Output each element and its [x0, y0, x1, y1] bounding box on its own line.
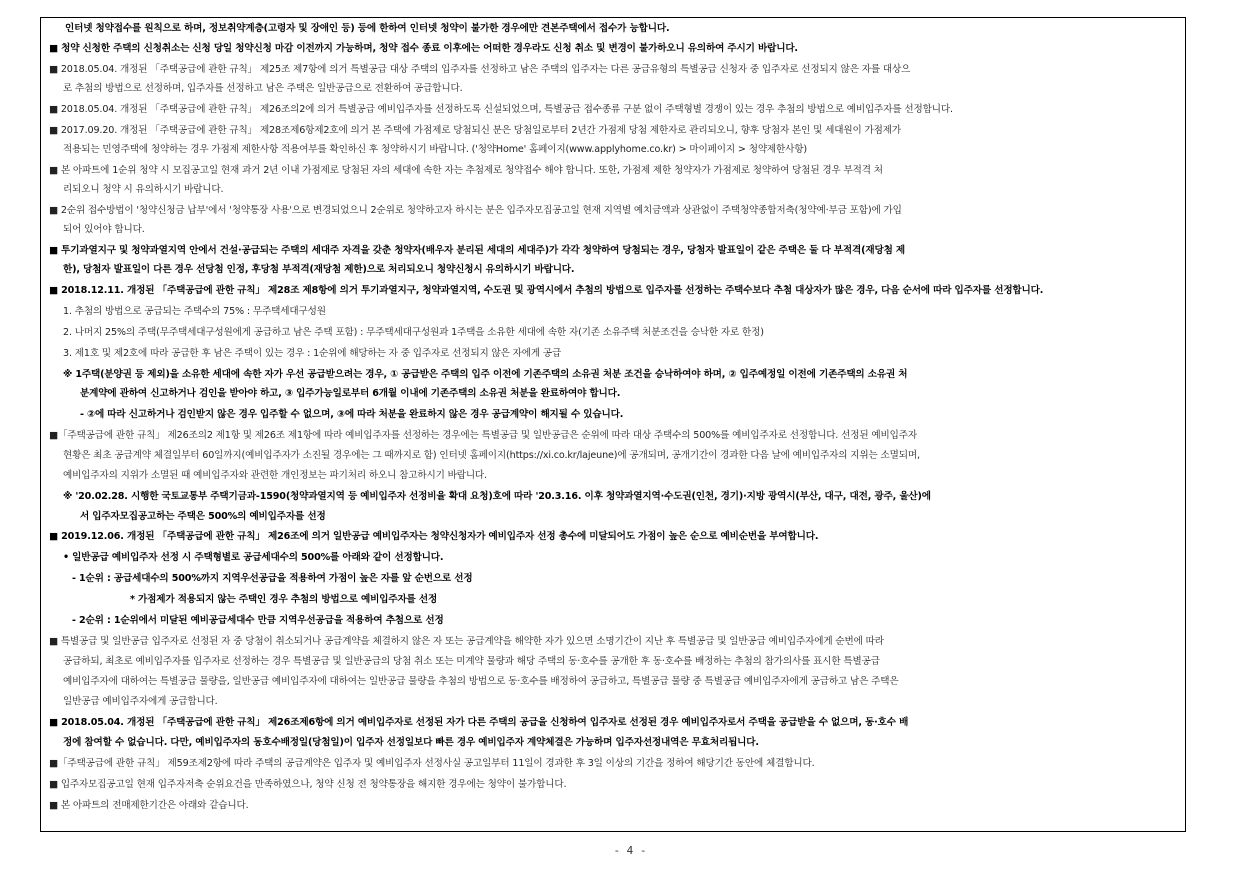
page-number: - 4 -: [613, 844, 647, 857]
notice-line: ■「주택공급에 관한 규칙」 제59조제2항에 따라 주택의 공급계약은 입주자 및 예비입주자 선정사실 공고일부터 11일이 경과한 후 3일 이상의 기간을 정하여 해당기간 동안에 체결합니다.: [49, 758, 815, 769]
notice-line: ■ 2019.12.06. 개정된 「주택공급에 관한 규칙」 제26조에 의거 일반공급 예비입주자는 청약신청자가 예비입주자 선정 총수에 미달되어도 가점이 높은 순으로 예비순번을 부여합니다.: [49, 531, 819, 542]
notice-line: 서 입주자모집공고하는 주택은 500%의 예비입주자를 선정: [80, 511, 326, 522]
notice-line: 예비입주자에 대하여는 특별공급 물량을, 일반공급 예비입주자에 대하여는 일반공급 물량을 추첨의 방법으로 동·호수를 배정하여 공급하고, 특별공급 물량 중 특별공급 예비입주자에게 공급하고 남은 주택은: [63, 676, 899, 687]
notice-line: 로 추첨의 방법으로 선정하며, 입주자를 선정하고 남은 주택은 일반공급으로 전환하여 공급합니다.: [63, 83, 463, 94]
notice-line: ■ 본 아파트에 1순위 청약 시 모집공고일 현재 과거 2년 이내 가점제로 당첨된 자의 세대에 속한 자는 추첨제로 청약접수 해야 합니다. 또한, 가점제 제한 청약자가 가점제로 청약하여 당첨된 경우 부적격 처: [49, 165, 883, 176]
notice-line: ■ 특별공급 및 일반공급 입주자로 선정된 자 중 당첨이 취소되거나 공급계약을 체결하지 않은 자 또는 공급계약을 해약한 자가 있으면 소명기간이 지난 후 특별공급 및 일반공급 예비입주자에게 순번에 따라: [49, 636, 884, 647]
notice-line: ■ 2018.05.04. 개정된 「주택공급에 관한 규칙」 제25조 제7항에 의거 특별공급 대상 주택의 입주자를 선정하고 남은 주택의 입주자는 다른 공급유형의 특별공급 신청자 중 입주자로 선정되지 않은 자를 대상으: [49, 64, 911, 75]
notice-line: - 1순위 : 공급세대수의 500%까지 지역우선공급을 적용하여 가점이 높은 자를 앞 순번으로 선정: [72, 573, 473, 584]
notice-line: • 일반공급 예비입주자 선정 시 주택형별로 공급세대수의 500%를 아래와 같이 선정합니다.: [63, 552, 444, 563]
notice-line: ※ 1주택(분양권 등 제외)을 소유한 세대에 속한 자가 우선 공급받으려는 경우, ① 공급받은 주택의 입주 이전에 기존주택의 소유권 처분 조건을 승낙하여야 하며, ② 입주예정일 이전에 기존주택의 소유권 처: [63, 369, 908, 380]
notice-line: 리되오니 청약 시 유의하시기 바랍니다.: [63, 184, 224, 195]
notice-line: 현황은 최초 공급계약 체결일부터 60일까지(예비입주자가 소진될 경우에는 그 때까지로 함) 인터넷 홈페이지(https://xi.co.kr/lajeune)에 공개되며, 공개기간이 경과한 다음 날에 예비입주자의 지위는 소멸되며,: [63, 450, 920, 461]
notice-line: ※ '20.02.28. 시행한 국토교통부 주택기금과-1590(청약과열지역 등 예비입주자 선정비율 확대 요청)호에 따라 '20.3.16. 이후 청약과열지역·수도권(인천, 경기)·지방 광역시(부산, 대구, 대전, 광주, 울산)에: [63, 491, 931, 502]
notice-line: 적용되는 민영주택에 청약하는 경우 가점제 제한사항 적용여부를 확인하신 후 청약하시기 바랍니다. ('청약Home' 홈페이지(www.applyhome.co.kr) > 마이페이지 > 청약제한사항): [63, 144, 807, 155]
notice-line: 공급하되, 최초로 예비입주자를 입주자로 선정하는 경우 특별공급 및 일반공급의 당첨 취소 또는 미계약 물량과 해당 주택의 동·호수를 공개한 후 동·호수를 배정하는 추첨의 참가의사를 표시한 특별공급: [63, 656, 880, 667]
notice-line: ■ 투기과열지구 및 청약과열지역 안에서 건설·공급되는 주택의 세대주 자격을 갖춘 청약자(배우자 분리된 세대의 세대주)가 각각 청약하여 당첨되는 경우, 당첨자 발표일이 같은 주택은 둘 다 부적격(재당첨 제: [49, 245, 905, 256]
notice-line: 분계약에 관하여 신고하거나 검인을 받아야 하고, ③ 입주가능일로부터 6개월 이내에 기존주택의 소유권 처분을 완료하여야 합니다.: [80, 388, 621, 399]
notice-line: 일반공급 예비입주자에게 공급합니다.: [63, 696, 218, 707]
notice-line: 예비입주자의 지위가 소멸된 때 예비입주자와 관련한 개인정보는 파기처리 하오니 참고하시기 바랍니다.: [63, 470, 487, 481]
notice-line: 1. 추첨의 방법으로 공급되는 주택수의 75% : 무주택세대구성원: [63, 306, 326, 317]
notice-line: 인터넷 청약접수를 원칙으로 하며, 정보취약계층(고령자 및 장애인 등) 등에 한하여 인터넷 청약이 불가한 경우에만 견본주택에서 접수가 능합니다.: [65, 23, 670, 34]
notice-line: 되어 있어야 합니다.: [63, 224, 145, 235]
notice-line: ■ 입주자모집공고일 현재 입주자저축 순위요건을 만족하였으나, 청약 신청 전 청약통장을 해지한 경우에는 청약이 불가합니다.: [49, 779, 567, 790]
notice-line: ■ 2순위 접수방법이 '청약신청금 납부'에서 '청약통장 사용'으로 변경되었으니 2순위로 청약하고자 하시는 분은 입주자모집공고일 현재 지역별 예치금액과 상관없이 주택청약종합저축(청약예·부금 포함)에 가입: [49, 205, 902, 216]
notice-line: ■ 2018.05.04. 개정된 「주택공급에 관한 규칙」 제26조제6항에 의거 예비입주자로 선정된 자가 다른 주택의 공급을 신청하여 입주자로 선정된 경우 예비입주자로서 주택을 공급받을 수 없으며, 동·호수 배: [49, 717, 909, 728]
notice-line: - ②에 따라 신고하거나 검인받지 않은 경우 입주할 수 없으며, ③에 따라 처분을 완료하지 않은 경우 공급계약이 해지될 수 있습니다.: [80, 409, 624, 420]
notice-line: 한), 당첨자 발표일이 다른 경우 선당첨 인정, 후당첨 부적격(재당첨 제한)으로 처리되오니 청약신청시 유의하시기 바랍니다.: [63, 264, 575, 275]
notice-line: 3. 제1호 및 제2호에 따라 공급한 후 남은 주택이 있는 경우 : 1순위에 해당하는 자 중 입주자로 선정되지 않은 자에게 공급: [63, 348, 562, 359]
notice-line: - 2순위 : 1순위에서 미달된 예비공급세대수 만큼 지역우선공급을 적용하여 추첨으로 선정: [72, 615, 444, 626]
notice-box-border: [40, 17, 1186, 832]
notice-line: ■ 2018.05.04. 개정된 「주택공급에 관한 규칙」 제26조의2에 의거 특별공급 예비입주자를 선정하도록 신설되었으며, 특별공급 접수종류 구분 없이 주택형별 경쟁이 있는 경우 추첨의 방법으로 예비입주자를 선정합니다.: [49, 104, 953, 115]
notice-line: 정에 참여할 수 없습니다. 다만, 예비입주자의 동호수배정일(당첨일)이 입주자 선정일보다 빠른 경우 예비입주자 계약체결은 가능하며 입주자선정내역은 무효처리됩니다.: [63, 737, 759, 748]
notice-line: ■ 2018.12.11. 개정된 「주택공급에 관한 규칙」 제28조 제8항에 의거 투기과열지구, 청약과열지역, 수도권 및 광역시에서 추첨의 방법으로 입주자를 선정하는 주택수보다 추첨 대상자가 많은 경우, 다음 순서에 따라 입주자를 선정합니다.: [49, 285, 1044, 296]
notice-line: 2. 나머지 25%의 주택(무주택세대구성원에게 공급하고 남은 주택 포함) : 무주택세대구성원과 1주택을 소유한 세대에 속한 자(기존 소유주택 처분조건을 승낙한 자로 한정): [63, 327, 764, 338]
notice-line: * 가점제가 적용되지 않는 주택인 경우 추첨의 방법으로 예비입주자를 선정: [130, 594, 438, 605]
notice-line: ■ 청약 신청한 주택의 신청취소는 신청 당일 청약신청 마감 이전까지 가능하며, 청약 접수 종료 이후에는 어떠한 경우라도 신청 취소 및 변경이 불가하오니 유의하여 주시기 바랍니다.: [49, 43, 798, 54]
notice-line: ■ 2017.09.20. 개정된 「주택공급에 관한 규칙」 제28조제6항제2호에 의거 본 주택에 가점제로 당첨되신 분은 당첨일로부터 2년간 가점제 당첨 제한자로 관리되오니, 향후 당첨자 본인 및 세대원이 가점제가: [49, 125, 901, 136]
notice-line: ■「주택공급에 관한 규칙」 제26조의2 제1항 및 제26조 제1항에 따라 예비입주자를 선정하는 경우에는 특별공급 및 일반공급은 순위에 따라 대상 주택수의 500%를 예비입주자로 선정합니다. 선정된 예비입주자: [49, 430, 917, 441]
notice-line: ■ 본 아파트의 전매제한기간은 아래와 같습니다.: [49, 800, 249, 811]
